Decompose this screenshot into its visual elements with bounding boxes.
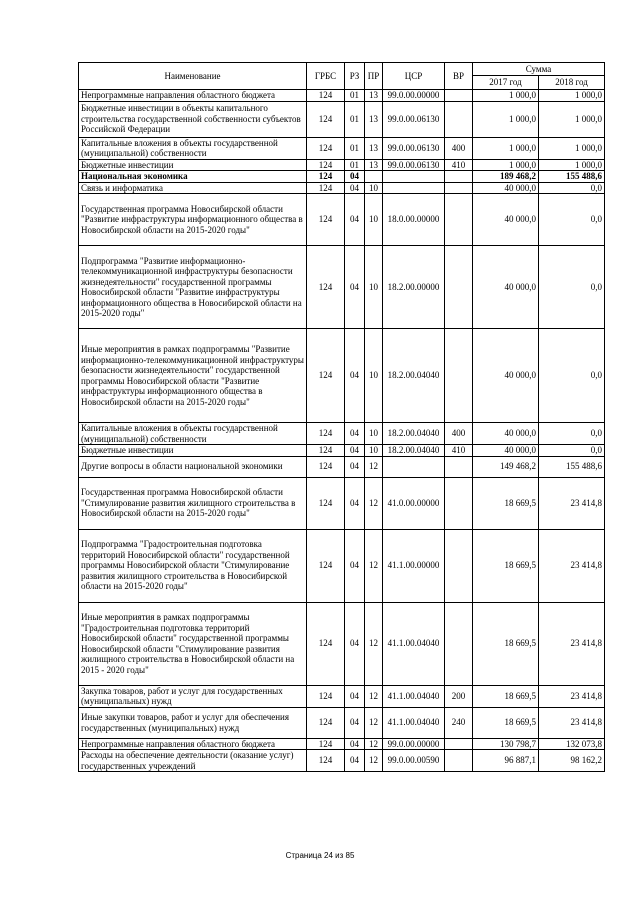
cell-rz: 04 <box>345 182 365 194</box>
budget-table <box>78 62 605 772</box>
cell-grbs: 124 <box>307 445 345 457</box>
cell-rz: 04 <box>345 246 365 329</box>
cell-y2018: 155 488,6 <box>539 171 605 183</box>
page-number: Страница 24 из 85 <box>285 851 355 860</box>
cell-grbs: 124 <box>307 194 345 246</box>
cell-csr: 18.2.00.04040 <box>383 329 445 423</box>
cell-csr: 99.0.00.00000 <box>383 738 445 750</box>
cell-csr <box>383 182 445 194</box>
cell-y2017: 40 000,0 <box>473 329 539 423</box>
cell-y2017: 40 000,0 <box>473 194 539 246</box>
table-row <box>79 602 605 685</box>
cell-vr <box>445 329 473 423</box>
cell-grbs: 124 <box>307 707 345 738</box>
cell-rz: 04 <box>345 445 365 457</box>
cell-grbs: 124 <box>307 529 345 602</box>
table-row <box>79 456 605 477</box>
cell-y2017: 189 468,2 <box>473 171 539 183</box>
cell-rz: 04 <box>345 456 365 477</box>
cell-name: Бюджетные инвестиции <box>79 159 307 171</box>
cell-pr: 13 <box>365 159 383 171</box>
cell-y2017: 149 468,2 <box>473 456 539 477</box>
cell-y2018: 0,0 <box>539 445 605 457</box>
table-row <box>79 750 605 772</box>
cell-grbs: 124 <box>307 182 345 194</box>
cell-y2018: 0,0 <box>539 329 605 423</box>
cell-rz: 04 <box>345 707 365 738</box>
cell-csr: 99.0.00.00590 <box>383 750 445 772</box>
header-year-2017: 2017 год <box>473 76 539 90</box>
cell-csr: 41.1.00.00000 <box>383 529 445 602</box>
cell-y2018: 1 000,0 <box>539 159 605 171</box>
header-year-2018: 2018 год <box>539 76 605 90</box>
cell-pr: 12 <box>365 738 383 750</box>
cell-name: Бюджетные инвестиции <box>79 445 307 457</box>
cell-pr: 12 <box>365 529 383 602</box>
cell-name: Капитальные вложения в объекты государственной (муниципальной) собственности <box>79 137 307 159</box>
cell-grbs: 124 <box>307 137 345 159</box>
cell-pr: 10 <box>365 194 383 246</box>
cell-csr: 41.1.00.04040 <box>383 602 445 685</box>
cell-y2017: 40 000,0 <box>473 445 539 457</box>
cell-name: Бюджетные инвестиции в объекты капитального строительства государственной собственности субъектов Российской Федерации <box>79 101 307 137</box>
header-vr: ВР <box>445 63 473 90</box>
cell-vr <box>445 182 473 194</box>
table-row <box>79 246 605 329</box>
cell-name: Капитальные вложения в объекты государственной (муниципальной) собственности <box>79 423 307 445</box>
header-sum: Сумма <box>473 63 605 76</box>
cell-vr <box>445 90 473 102</box>
cell-y2017: 40 000,0 <box>473 423 539 445</box>
cell-y2018: 23 414,8 <box>539 602 605 685</box>
table-row <box>79 159 605 171</box>
cell-name: Иные мероприятия в рамках подпрограммы "Развитие информационно-телекоммуникационной инфраструктуры безопасности жизнедеятельности" государственной программы Новосибирской области "Развитие инфраструктуры информационного общества в Новосибирской области на 2015-2020 годы" <box>79 329 307 423</box>
cell-vr: 400 <box>445 137 473 159</box>
cell-rz: 01 <box>345 137 365 159</box>
cell-vr <box>445 750 473 772</box>
cell-rz: 04 <box>345 685 365 707</box>
cell-pr: 12 <box>365 685 383 707</box>
header-name: Наименование <box>79 63 307 90</box>
cell-y2017: 40 000,0 <box>473 246 539 329</box>
cell-y2018: 132 073,8 <box>539 738 605 750</box>
cell-grbs: 124 <box>307 159 345 171</box>
cell-vr: 200 <box>445 685 473 707</box>
cell-rz: 04 <box>345 529 365 602</box>
table-row <box>79 171 605 183</box>
cell-y2017: 18 669,5 <box>473 602 539 685</box>
cell-y2017: 1 000,0 <box>473 159 539 171</box>
cell-y2018: 155 488,6 <box>539 456 605 477</box>
cell-name: Подпрограмма "Развитие информационно-телекоммуникационной инфраструктуры безопасности жизнедеятельности" государственной программы Новосибирской области "Развитие инфраструктуры информационного общества в Новосибирской области на 2015-2020 годы" <box>79 246 307 329</box>
cell-pr <box>365 171 383 183</box>
cell-y2017: 40 000,0 <box>473 182 539 194</box>
cell-pr: 10 <box>365 246 383 329</box>
cell-y2018: 23 414,8 <box>539 477 605 529</box>
cell-name: Непрограммные направления областного бюджета <box>79 738 307 750</box>
cell-y2017: 18 669,5 <box>473 477 539 529</box>
cell-name: Непрограммные направления областного бюджета <box>79 90 307 102</box>
cell-y2017: 18 669,5 <box>473 685 539 707</box>
cell-y2017: 130 798,7 <box>473 738 539 750</box>
cell-rz: 01 <box>345 101 365 137</box>
cell-y2018: 0,0 <box>539 194 605 246</box>
cell-vr <box>445 602 473 685</box>
cell-y2018: 23 414,8 <box>539 529 605 602</box>
cell-vr <box>445 456 473 477</box>
table-row <box>79 685 605 707</box>
cell-grbs: 124 <box>307 477 345 529</box>
cell-csr: 99.0.00.00000 <box>383 90 445 102</box>
cell-vr <box>445 101 473 137</box>
cell-vr: 410 <box>445 159 473 171</box>
table-row <box>79 137 605 159</box>
cell-y2018: 0,0 <box>539 423 605 445</box>
cell-csr: 18.2.00.04040 <box>383 423 445 445</box>
cell-pr: 12 <box>365 602 383 685</box>
cell-csr: 99.0.00.06130 <box>383 101 445 137</box>
table-row <box>79 529 605 602</box>
cell-name: Связь и информатика <box>79 182 307 194</box>
cell-y2017: 1 000,0 <box>473 137 539 159</box>
cell-y2018: 0,0 <box>539 182 605 194</box>
cell-vr <box>445 477 473 529</box>
table-row <box>79 445 605 457</box>
cell-y2017: 18 669,5 <box>473 707 539 738</box>
cell-y2017: 1 000,0 <box>473 101 539 137</box>
cell-vr <box>445 194 473 246</box>
cell-csr: 18.2.00.00000 <box>383 246 445 329</box>
cell-y2017: 1 000,0 <box>473 90 539 102</box>
table-header <box>79 63 605 90</box>
cell-name: Государственная программа Новосибирской области "Развитие инфраструктуры информационного общества в Новосибирской области на 2015-2020 годы" <box>79 194 307 246</box>
cell-pr: 13 <box>365 101 383 137</box>
cell-pr: 12 <box>365 477 383 529</box>
cell-grbs: 124 <box>307 171 345 183</box>
cell-vr: 400 <box>445 423 473 445</box>
cell-rz: 04 <box>345 738 365 750</box>
cell-grbs: 124 <box>307 246 345 329</box>
header-csr: ЦСР <box>383 63 445 90</box>
cell-name: Иные мероприятия в рамках подпрограммы "Градостроительная подготовка территорий Новосибирской области" государственной программы Новосибирской области "Стимулирование развития жилищного строительства в Новосибирской области на 2015 - 2020 годы" <box>79 602 307 685</box>
cell-y2018: 1 000,0 <box>539 90 605 102</box>
cell-y2018: 23 414,8 <box>539 707 605 738</box>
cell-y2017: 18 669,5 <box>473 529 539 602</box>
table-row <box>79 423 605 445</box>
cell-vr <box>445 529 473 602</box>
table-row <box>79 738 605 750</box>
cell-csr: 41.1.00.04040 <box>383 685 445 707</box>
cell-grbs: 124 <box>307 329 345 423</box>
cell-y2018: 23 414,8 <box>539 685 605 707</box>
cell-rz: 04 <box>345 477 365 529</box>
cell-rz: 04 <box>345 329 365 423</box>
cell-vr <box>445 738 473 750</box>
cell-name: Подпрограмма "Градостроительная подготовка территорий Новосибирской области" государственной программы Новосибирской области "Стимулирование развития жилищного строительства в Новосибирской области на 2015-2020 годы" <box>79 529 307 602</box>
cell-grbs: 124 <box>307 90 345 102</box>
cell-grbs: 124 <box>307 602 345 685</box>
cell-y2018: 1 000,0 <box>539 101 605 137</box>
cell-csr <box>383 456 445 477</box>
cell-pr: 12 <box>365 456 383 477</box>
cell-y2018: 1 000,0 <box>539 137 605 159</box>
cell-grbs: 124 <box>307 685 345 707</box>
cell-y2017: 96 887,1 <box>473 750 539 772</box>
cell-vr <box>445 171 473 183</box>
table-row <box>79 329 605 423</box>
cell-csr: 99.0.00.06130 <box>383 137 445 159</box>
cell-csr: 99.0.00.06130 <box>383 159 445 171</box>
cell-vr: 240 <box>445 707 473 738</box>
cell-pr: 10 <box>365 445 383 457</box>
cell-grbs: 124 <box>307 101 345 137</box>
table-row <box>79 477 605 529</box>
cell-csr: 41.1.00.04040 <box>383 707 445 738</box>
cell-vr <box>445 246 473 329</box>
cell-name: Закупка товаров, работ и услуг для государственных (муниципальных) нужд <box>79 685 307 707</box>
cell-vr: 410 <box>445 445 473 457</box>
cell-grbs: 124 <box>307 456 345 477</box>
cell-grbs: 124 <box>307 750 345 772</box>
table-row <box>79 194 605 246</box>
cell-name: Расходы на обеспечение деятельности (оказание услуг) государственных учреждений <box>79 750 307 772</box>
cell-rz: 01 <box>345 159 365 171</box>
cell-grbs: 124 <box>307 738 345 750</box>
cell-csr: 18.2.00.04040 <box>383 445 445 457</box>
table-row <box>79 101 605 137</box>
cell-csr: 41.0.00.00000 <box>383 477 445 529</box>
table-body <box>79 90 605 772</box>
cell-pr: 12 <box>365 707 383 738</box>
table-row <box>79 182 605 194</box>
cell-pr: 13 <box>365 137 383 159</box>
table-row <box>79 707 605 738</box>
cell-rz: 04 <box>345 750 365 772</box>
cell-pr: 12 <box>365 750 383 772</box>
cell-name: Государственная программа Новосибирской области "Стимулирование развития жилищного строительства в Новосибирской области на 2015-2020 годы" <box>79 477 307 529</box>
cell-grbs: 124 <box>307 423 345 445</box>
cell-rz: 04 <box>345 423 365 445</box>
cell-pr: 13 <box>365 90 383 102</box>
cell-name: Другие вопросы в области национальной экономики <box>79 456 307 477</box>
cell-pr: 10 <box>365 182 383 194</box>
cell-csr <box>383 171 445 183</box>
cell-pr: 10 <box>365 329 383 423</box>
cell-rz: 04 <box>345 602 365 685</box>
header-grbs: ГРБС <box>307 63 345 90</box>
cell-pr: 10 <box>365 423 383 445</box>
cell-rz: 01 <box>345 90 365 102</box>
cell-rz: 04 <box>345 171 365 183</box>
cell-rz: 04 <box>345 194 365 246</box>
header-pr: ПР <box>365 63 383 90</box>
cell-y2018: 98 162,2 <box>539 750 605 772</box>
cell-csr: 18.0.00.00000 <box>383 194 445 246</box>
cell-name: Иные закупки товаров, работ и услуг для обеспечения государственных (муниципальных) нужд <box>79 707 307 738</box>
table-row <box>79 90 605 102</box>
cell-name: Национальная экономика <box>79 171 307 183</box>
cell-y2018: 0,0 <box>539 246 605 329</box>
header-rz: РЗ <box>345 63 365 90</box>
